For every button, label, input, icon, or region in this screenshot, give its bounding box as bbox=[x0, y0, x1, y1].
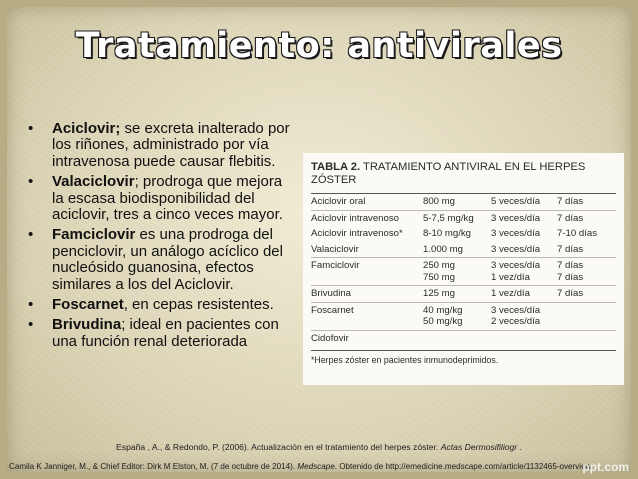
table-cell-dose: 250 mg 750 mg bbox=[423, 258, 491, 286]
table-row bbox=[311, 226, 616, 242]
table-cell-drug: Brivudina bbox=[311, 286, 423, 303]
table-row bbox=[311, 286, 616, 303]
bullet-drug-name: Brivudina bbox=[52, 316, 122, 334]
bullet-dot: • bbox=[28, 226, 34, 244]
bullet-text: se excreta inalterado por los riñones, administrado por vía intravenosa puede causar flebitis. bbox=[52, 120, 290, 170]
table-cell-duration: 7 días bbox=[557, 286, 616, 303]
reference-text: Camila K Janniger, M., & Chief Editor: Dirk M Elston, M. (7 de octubre de 2014). Medscape. Obtenido de http://emedicine.medscape.com/article/1132465-overview bbox=[9, 462, 592, 471]
watermark-logo: ppt.com bbox=[582, 460, 629, 474]
table-cell-drug: Aciclovir intravenoso bbox=[311, 212, 399, 224]
table-cell-frequency: 3 veces/día bbox=[491, 212, 541, 224]
slide-title: Tratamiento: antivirales bbox=[75, 26, 563, 66]
table-cell-dose: 5-7,5 mg/kg bbox=[423, 212, 474, 224]
bullet-item bbox=[26, 297, 291, 313]
table-caption bbox=[311, 161, 616, 187]
bullet-dot: • bbox=[28, 120, 34, 137]
table-cell-duration: 7-10 días bbox=[557, 228, 598, 239]
table-cell-duration: 7 días bbox=[557, 242, 616, 258]
bullet-list bbox=[26, 121, 291, 354]
table-cell-drug: Famciclovir bbox=[311, 258, 423, 286]
reference-text: España , A., & Redondo, P. (2006). Actualización en el tratamiento del herpes zóster. Actas Dermosifiliogr . bbox=[116, 442, 522, 452]
reference-citation bbox=[0, 442, 638, 452]
table-cell-duration bbox=[557, 302, 616, 330]
table-cell-drug: Valaciclovir bbox=[311, 242, 423, 258]
table-cell-frequency: 3 veces/día 2 veces/día bbox=[491, 302, 557, 330]
bullet-dot: • bbox=[28, 173, 34, 191]
table-cell-frequency: 1 vez/día bbox=[491, 286, 557, 303]
table-row bbox=[311, 302, 616, 330]
table-cell-dose: 40 mg/kg 50 mg/kg bbox=[423, 302, 491, 330]
table-footnote: *Herpes zóster en pacientes inmunodeprimidos. bbox=[311, 350, 616, 365]
bullet-drug-name: Valaciclovir bbox=[52, 173, 135, 191]
table-cell-duration: 7 días bbox=[557, 212, 584, 224]
treatment-table bbox=[311, 194, 616, 346]
bullet-item bbox=[26, 174, 291, 223]
table-row bbox=[311, 210, 616, 226]
table-cell-drug: Aciclovir oral bbox=[311, 194, 423, 210]
table-cell-duration: 7 días 7 días bbox=[557, 258, 616, 286]
bullet-drug-name: Aciclovir; bbox=[52, 120, 121, 137]
table-caption-number: TABLA 2. bbox=[311, 161, 361, 173]
bullet-item bbox=[26, 227, 291, 293]
table-row bbox=[311, 242, 616, 258]
table-cell-duration bbox=[557, 330, 616, 346]
treatment-table-figure bbox=[303, 153, 624, 385]
bullet-text: es una prodroga del penciclovir, un análogo acíclico del nucleósido guanosina, efectos similares a los del Aciclovir. bbox=[52, 226, 283, 293]
bullet-item bbox=[26, 121, 291, 170]
bullet-dot: • bbox=[28, 316, 34, 334]
table-cell-dose bbox=[423, 330, 491, 346]
table-cell-frequency: 3 veces/día 1 vez/día bbox=[491, 258, 557, 286]
table-cell-drug: Foscarnet bbox=[311, 302, 423, 330]
table-caption-text: TRATAMIENTO ANTIVIRAL EN EL HERPES ZÓSTER bbox=[311, 161, 586, 186]
table-row bbox=[311, 194, 616, 210]
bullet-text: ; ideal en pacientes con una función renal deteriorada bbox=[52, 316, 279, 350]
bullet-text: ; prodroga que mejora la escasa biodisponibilidad del aciclovir, tres a cinco veces mayor. bbox=[52, 173, 283, 224]
bullet-text: , en cepas resistentes. bbox=[123, 296, 274, 314]
table-cell-dose: 800 mg bbox=[423, 194, 491, 210]
table-cell-frequency: 3 veces/día bbox=[491, 242, 557, 258]
table-cell-dose: 1.000 mg bbox=[423, 242, 491, 258]
bullet-item bbox=[26, 317, 291, 350]
table-cell-dose: 125 mg bbox=[423, 286, 491, 303]
table-cell-dose: 8-10 mg/kg bbox=[423, 228, 471, 239]
bullet-drug-name: Foscarnet bbox=[52, 296, 124, 314]
table-row bbox=[311, 330, 616, 346]
table-cell-frequency: 5 veces/día bbox=[491, 194, 557, 210]
table-row bbox=[311, 258, 616, 286]
bullet-dot: • bbox=[28, 296, 34, 314]
table-cell-drug: Aciclovir intravenoso* bbox=[311, 228, 403, 239]
table-cell-duration: 7 días bbox=[557, 194, 616, 210]
table-cell-frequency: 3 veces/día bbox=[491, 228, 541, 239]
reference-citation bbox=[9, 462, 629, 471]
table-cell-drug: Cidofovir bbox=[311, 332, 349, 344]
bullet-drug-name: Famciclovir bbox=[52, 226, 136, 244]
table-cell-frequency bbox=[491, 330, 557, 346]
